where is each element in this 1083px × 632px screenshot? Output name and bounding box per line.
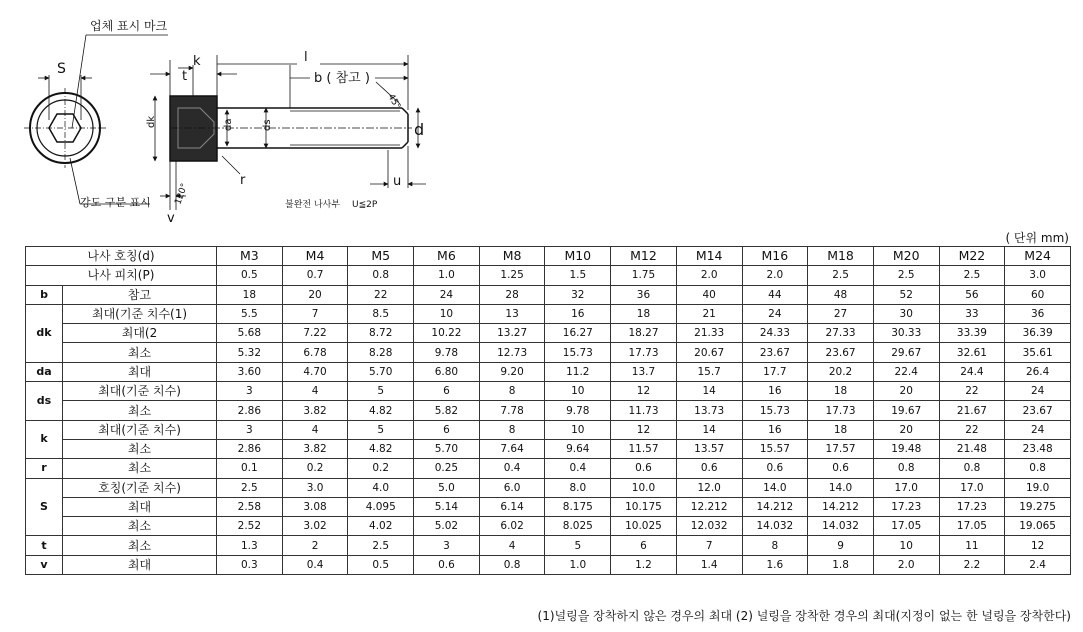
table-cell: 0.6 [676, 459, 742, 478]
dim-r-label: r [240, 173, 246, 188]
table-cell: 40 [676, 285, 742, 304]
table-cell: 5.32 [217, 343, 283, 362]
spec-table [25, 246, 1071, 575]
table-cell: 3.02 [282, 517, 348, 536]
table-cell: 0.3 [217, 555, 283, 574]
size-m20: M20 [873, 247, 939, 266]
table-row [26, 304, 1071, 323]
table-cell: 10.0 [611, 478, 677, 497]
table-cell: 2.4 [1005, 555, 1071, 574]
symbol-v: v [26, 555, 63, 574]
table-cell: 0.5 [217, 266, 283, 285]
table-cell: 0.6 [742, 459, 808, 478]
table-cell: 4 [479, 536, 545, 555]
dim-u-label: u [393, 174, 402, 189]
table-cell: 12.73 [479, 343, 545, 362]
table-cell: 5.0 [414, 478, 480, 497]
table-cell: 11.73 [611, 401, 677, 420]
table-cell: 6.02 [479, 517, 545, 536]
table-row [26, 497, 1071, 516]
table-cell: 17.23 [939, 497, 1005, 516]
table-cell: 0.6 [611, 459, 677, 478]
table-cell: 17.05 [873, 517, 939, 536]
table-cell: 10 [545, 420, 611, 439]
table-cell: 16 [545, 304, 611, 323]
table-cell: 3 [217, 382, 283, 401]
table-cell: 5 [348, 420, 414, 439]
table-cell: 21.33 [676, 324, 742, 343]
table-cell: 2.86 [217, 439, 283, 458]
size-m10: M10 [545, 247, 611, 266]
table-cell: 12 [611, 382, 677, 401]
table-cell: 36 [1005, 304, 1071, 323]
table-cell: 1.75 [611, 266, 677, 285]
table-cell: 30.33 [873, 324, 939, 343]
dim-s-label: S [57, 61, 66, 77]
symbol-ds: ds [26, 382, 63, 421]
table-cell: 12 [611, 420, 677, 439]
table-cell: 2.5 [217, 478, 283, 497]
row-label: 최소 [63, 439, 217, 458]
table-cell: 5.5 [217, 304, 283, 323]
table-cell: 9.78 [414, 343, 480, 362]
table-cell: 24 [1005, 420, 1071, 439]
table-cell: 2.58 [217, 497, 283, 516]
table-cell: 8.5 [348, 304, 414, 323]
table-cell: 15.7 [676, 362, 742, 381]
table-cell: 48 [808, 285, 874, 304]
table-cell: 16 [742, 420, 808, 439]
table-row [26, 401, 1071, 420]
table-cell: 17.73 [808, 401, 874, 420]
table-cell: 12 [1005, 536, 1071, 555]
table-cell: 26.4 [1005, 362, 1071, 381]
table-cell: 20 [282, 285, 348, 304]
dim-dk-label: dk [146, 115, 157, 128]
table-cell: 23.48 [1005, 439, 1071, 458]
table-cell: 5.02 [414, 517, 480, 536]
table-cell: 8 [479, 420, 545, 439]
size-m24: M24 [1005, 247, 1071, 266]
table-cell: 11.2 [545, 362, 611, 381]
table-cell: 15.57 [742, 439, 808, 458]
table-cell: 13.57 [676, 439, 742, 458]
table-cell: 27.33 [808, 324, 874, 343]
size-m5: M5 [348, 247, 414, 266]
symbol-s: S [26, 478, 63, 536]
table-cell: 20 [873, 382, 939, 401]
row-label: 호칭(기준 치수) [63, 478, 217, 497]
table-cell: 18 [611, 304, 677, 323]
size-m6: M6 [414, 247, 480, 266]
dim-t-label: t [182, 69, 188, 84]
table-cell: 16.27 [545, 324, 611, 343]
table-row [26, 439, 1071, 458]
table-cell: 2.52 [217, 517, 283, 536]
table-cell: 5.70 [348, 362, 414, 381]
table-cell: 23.67 [808, 343, 874, 362]
row-label: 최대(2 [63, 324, 217, 343]
table-cell: 20.2 [808, 362, 874, 381]
table-row [26, 382, 1071, 401]
table-cell: 0.4 [545, 459, 611, 478]
table-cell: 2.5 [808, 266, 874, 285]
table-cell: 14.032 [742, 517, 808, 536]
table-row [26, 517, 1071, 536]
table-cell: 3.82 [282, 439, 348, 458]
table-cell: 0.4 [479, 459, 545, 478]
table-cell: 13.73 [676, 401, 742, 420]
table-cell: 27 [808, 304, 874, 323]
table-cell: 32.61 [939, 343, 1005, 362]
table-cell: 0.2 [348, 459, 414, 478]
table-row [26, 420, 1071, 439]
table-cell: 24.33 [742, 324, 808, 343]
table-cell: 9.78 [545, 401, 611, 420]
table-cell: 8 [479, 382, 545, 401]
symbol-da: da [26, 362, 63, 381]
table-cell: 7 [282, 304, 348, 323]
dim-l-label: l [304, 50, 308, 65]
table-cell: 1.3 [217, 536, 283, 555]
table-cell: 14.032 [808, 517, 874, 536]
table-cell: 9 [808, 536, 874, 555]
table-cell: 3.82 [282, 401, 348, 420]
table-cell: 5.14 [414, 497, 480, 516]
table-cell: 24 [414, 285, 480, 304]
table-cell: 11.57 [611, 439, 677, 458]
dim-d-label: d [414, 120, 425, 139]
row-label: 최대(기준 치수(1) [63, 304, 217, 323]
table-cell: 1.0 [545, 555, 611, 574]
table-cell: 4 [282, 420, 348, 439]
table-cell: 0.7 [282, 266, 348, 285]
table-cell: 6.80 [414, 362, 480, 381]
table-cell: 10 [414, 304, 480, 323]
table-cell: 18.27 [611, 324, 677, 343]
table-cell: 1.8 [808, 555, 874, 574]
table-cell: 7.78 [479, 401, 545, 420]
table-row [26, 343, 1071, 362]
table-cell: 8 [742, 536, 808, 555]
table-cell: 7.64 [479, 439, 545, 458]
table-cell: 21.67 [939, 401, 1005, 420]
table-cell: 5 [545, 536, 611, 555]
symbol-b: b [26, 285, 63, 304]
table-cell: 30 [873, 304, 939, 323]
table-row [26, 478, 1071, 497]
table-cell: 44 [742, 285, 808, 304]
table-cell: 0.6 [414, 555, 480, 574]
table-cell: 10.175 [611, 497, 677, 516]
head-angle-label: 120° [173, 182, 191, 207]
table-cell: 0.25 [414, 459, 480, 478]
row-label: 최대(기준 치수) [63, 382, 217, 401]
table-cell: 19.67 [873, 401, 939, 420]
table-cell: 24.4 [939, 362, 1005, 381]
size-m3: M3 [217, 247, 283, 266]
table-cell: 0.4 [282, 555, 348, 574]
chamfer-angle-label: 45° [385, 92, 403, 112]
table-cell: 20.67 [676, 343, 742, 362]
table-cell: 17.23 [873, 497, 939, 516]
table-cell: 2.2 [939, 555, 1005, 574]
table-cell: 0.8 [348, 266, 414, 285]
table-cell: 3 [217, 420, 283, 439]
table-cell: 23.67 [1005, 401, 1071, 420]
table-cell: 4.70 [282, 362, 348, 381]
table-cell: 13 [479, 304, 545, 323]
table-cell: 2.0 [742, 266, 808, 285]
row-label: 최대 [63, 362, 217, 381]
table-cell: 3 [414, 536, 480, 555]
table-cell: 2.5 [939, 266, 1005, 285]
table-cell: 13.7 [611, 362, 677, 381]
table-cell: 1.4 [676, 555, 742, 574]
table-cell: 14.0 [808, 478, 874, 497]
table-cell: 8.175 [545, 497, 611, 516]
table-cell: 3.60 [217, 362, 283, 381]
row-label: 최소 [63, 401, 217, 420]
table-cell: 5.82 [414, 401, 480, 420]
maker-mark-label: 업체 표시 마크 [90, 19, 168, 33]
table-cell: 17.7 [742, 362, 808, 381]
table-cell: 2 [282, 536, 348, 555]
table-cell: 7 [676, 536, 742, 555]
table-cell: 12.212 [676, 497, 742, 516]
table-cell: 22 [939, 420, 1005, 439]
dim-k-label: k [193, 54, 201, 69]
table-cell: 0.8 [873, 459, 939, 478]
table-cell: 0.5 [348, 555, 414, 574]
table-cell: 33.39 [939, 324, 1005, 343]
size-m4: M4 [282, 247, 348, 266]
table-cell: 6.78 [282, 343, 348, 362]
table-cell: 6 [414, 420, 480, 439]
table-cell: 6 [414, 382, 480, 401]
table-row [26, 266, 1071, 285]
table-cell: 24 [742, 304, 808, 323]
table-cell: 18 [808, 382, 874, 401]
table-cell: 14.212 [808, 497, 874, 516]
table-cell: 17.0 [939, 478, 1005, 497]
table-cell: 52 [873, 285, 939, 304]
table-cell: 6.14 [479, 497, 545, 516]
size-m8: M8 [479, 247, 545, 266]
table-cell: 4.82 [348, 401, 414, 420]
table-cell: 10 [873, 536, 939, 555]
dim-da-label: da [223, 118, 234, 131]
table-cell: 16 [742, 382, 808, 401]
table-cell: 20 [873, 420, 939, 439]
table-cell: 4.02 [348, 517, 414, 536]
table-cell: 35.61 [1005, 343, 1071, 362]
table-cell: 0.8 [479, 555, 545, 574]
table-cell: 2.0 [873, 555, 939, 574]
size-m12: M12 [611, 247, 677, 266]
table-cell: 22 [939, 382, 1005, 401]
table-cell: 0.8 [1005, 459, 1071, 478]
table-cell: 17.57 [808, 439, 874, 458]
table-cell: 6.0 [479, 478, 545, 497]
table-cell: 0.8 [939, 459, 1005, 478]
table-cell: 14 [676, 420, 742, 439]
row-label: 최소 [63, 536, 217, 555]
table-row [26, 555, 1071, 574]
table-cell: 2.5 [873, 266, 939, 285]
row-label: 최대 [63, 497, 217, 516]
table-cell: 1.2 [611, 555, 677, 574]
table-cell: 3.08 [282, 497, 348, 516]
table-cell: 10.025 [611, 517, 677, 536]
table-cell: 1.6 [742, 555, 808, 574]
table-cell: 4.0 [348, 478, 414, 497]
size-m18: M18 [808, 247, 874, 266]
table-cell: 10.22 [414, 324, 480, 343]
row-label: 최소 [63, 459, 217, 478]
table-cell: 4.095 [348, 497, 414, 516]
table-cell: 17.0 [873, 478, 939, 497]
side-view [150, 55, 426, 210]
table-cell: 23.67 [742, 343, 808, 362]
table-cell: 17.05 [939, 517, 1005, 536]
table-cell: 22.4 [873, 362, 939, 381]
table-cell: 12.032 [676, 517, 742, 536]
spec-table-body [26, 247, 1071, 575]
table-row [26, 362, 1071, 381]
dim-ds-label: ds [262, 119, 273, 131]
table-cell: 11 [939, 536, 1005, 555]
table-cell: 19.065 [1005, 517, 1071, 536]
table-cell: 14 [676, 382, 742, 401]
size-row [26, 247, 1071, 266]
table-cell: 0.6 [808, 459, 874, 478]
table-cell: 6 [611, 536, 677, 555]
table-cell: 28 [479, 285, 545, 304]
table-cell: 18 [808, 420, 874, 439]
table-cell: 14.212 [742, 497, 808, 516]
table-cell: 5.70 [414, 439, 480, 458]
table-cell: 8.0 [545, 478, 611, 497]
size-m16: M16 [742, 247, 808, 266]
table-row [26, 324, 1071, 343]
symbol-t: t [26, 536, 63, 555]
row-label: 최대(기준 치수) [63, 420, 217, 439]
row-label: 최소 [63, 517, 217, 536]
table-cell: 32 [545, 285, 611, 304]
table-cell: 29.67 [873, 343, 939, 362]
table-cell: 10 [545, 382, 611, 401]
symbol-k: k [26, 420, 63, 459]
table-cell: 22 [348, 285, 414, 304]
table-cell: 9.64 [545, 439, 611, 458]
row-label: 최소 [63, 343, 217, 362]
row-label: 나사 피치(P) [26, 266, 217, 285]
table-cell: 5 [348, 382, 414, 401]
incomplete-thread-formula: U≦2P [352, 200, 378, 210]
unit-note: ( 단위 mm) [1005, 231, 1069, 245]
table-cell: 60 [1005, 285, 1071, 304]
table-cell: 7.22 [282, 324, 348, 343]
table-cell: 21.48 [939, 439, 1005, 458]
symbol-r: r [26, 459, 63, 478]
table-cell: 5.68 [217, 324, 283, 343]
table-cell: 33 [939, 304, 1005, 323]
table-cell: 15.73 [545, 343, 611, 362]
table-cell: 36 [611, 285, 677, 304]
table-cell: 1.5 [545, 266, 611, 285]
table-cell: 14.0 [742, 478, 808, 497]
table-cell: 13.27 [479, 324, 545, 343]
size-label: 나사 호칭(d) [26, 247, 217, 266]
table-cell: 1.0 [414, 266, 480, 285]
table-cell: 1.25 [479, 266, 545, 285]
table-row [26, 285, 1071, 304]
table-cell: 15.73 [742, 401, 808, 420]
table-row [26, 459, 1071, 478]
table-cell: 24 [1005, 382, 1071, 401]
table-cell: 18 [217, 285, 283, 304]
table-cell: 12.0 [676, 478, 742, 497]
table-cell: 4 [282, 382, 348, 401]
size-m22: M22 [939, 247, 1005, 266]
row-label: 참고 [63, 285, 217, 304]
table-row [26, 536, 1071, 555]
table-cell: 8.28 [348, 343, 414, 362]
table-cell: 9.20 [479, 362, 545, 381]
table-cell: 0.2 [282, 459, 348, 478]
dim-b-label: b ( 참고 ) [314, 71, 370, 86]
table-cell: 36.39 [1005, 324, 1071, 343]
footnote: (1)널링을 장착하지 않은 경우의 최대 (2) 널링을 장착한 경우의 최대(지정이 없는 한 널링을 장착한다) [537, 609, 1071, 623]
size-m14: M14 [676, 247, 742, 266]
table-cell: 8.72 [348, 324, 414, 343]
symbol-dk: dk [26, 304, 63, 362]
table-cell: 56 [939, 285, 1005, 304]
table-cell: 17.73 [611, 343, 677, 362]
table-cell: 19.0 [1005, 478, 1071, 497]
strength-mark-label: 강도 구분 표시 [80, 196, 151, 209]
table-cell: 3.0 [1005, 266, 1071, 285]
table-cell: 19.48 [873, 439, 939, 458]
table-cell: 2.5 [348, 536, 414, 555]
dim-v-label: v [167, 211, 175, 226]
table-cell: 21 [676, 304, 742, 323]
row-label: 최대 [63, 555, 217, 574]
table-cell: 19.275 [1005, 497, 1071, 516]
bolt-drawing [0, 0, 1083, 228]
table-cell: 0.1 [217, 459, 283, 478]
table-cell: 2.0 [676, 266, 742, 285]
table-cell: 2.86 [217, 401, 283, 420]
incomplete-thread-label: 불완전 나사부 [285, 200, 341, 210]
table-cell: 4.82 [348, 439, 414, 458]
table-cell: 8.025 [545, 517, 611, 536]
table-cell: 3.0 [282, 478, 348, 497]
